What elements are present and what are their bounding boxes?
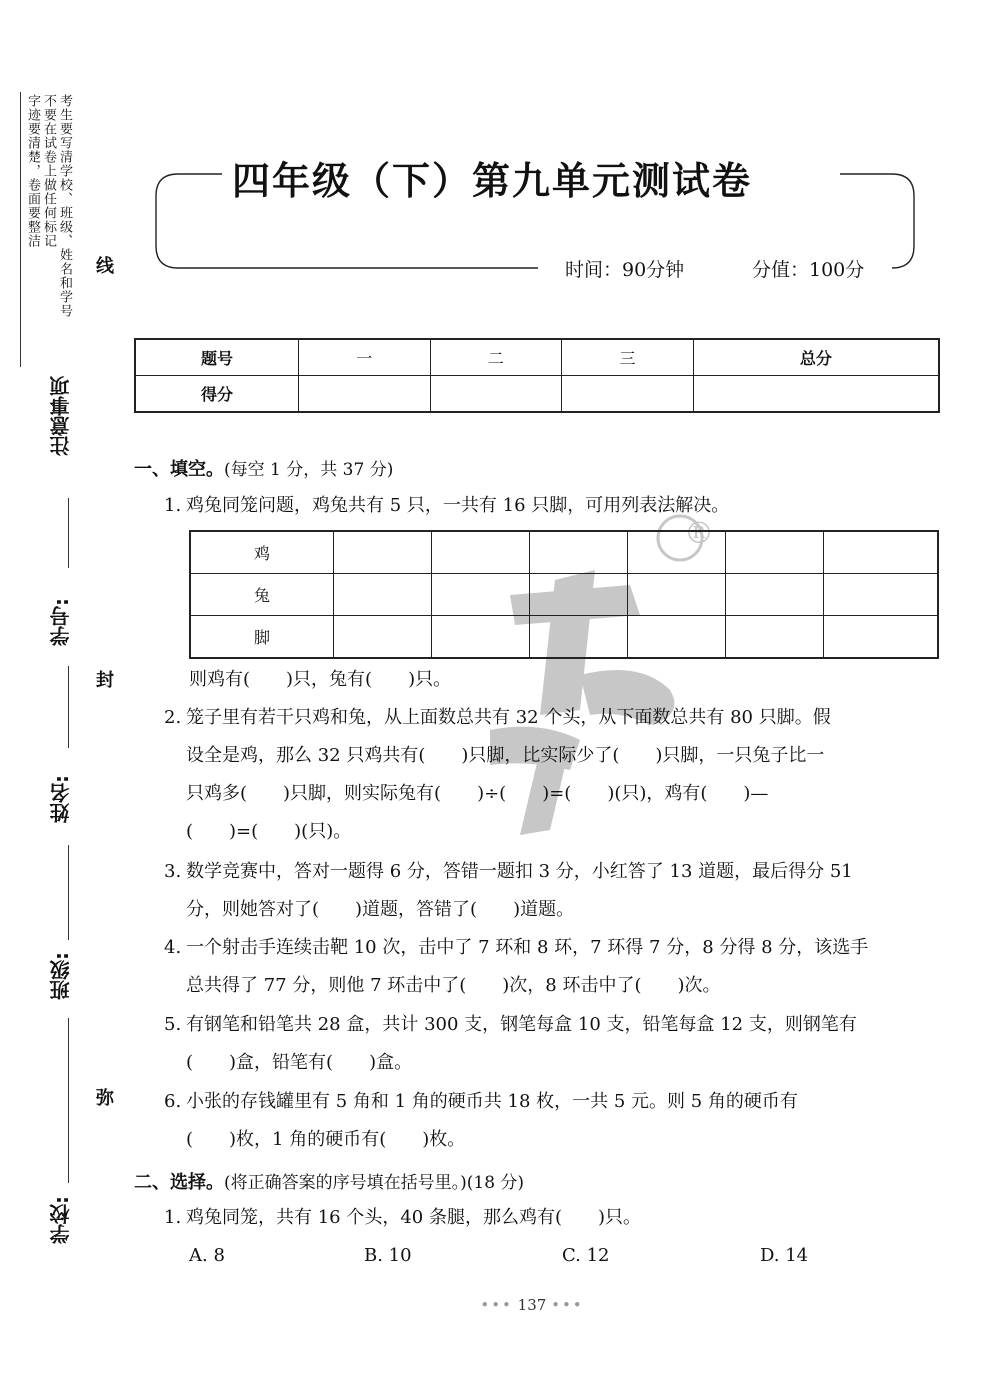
question-line: 只鸡多( )只脚，则实际兔有( )÷( )=( )(只)，鸡有( )— <box>186 783 769 804</box>
answer-cell[interactable] <box>530 531 628 574</box>
question-number: 3. <box>164 861 182 882</box>
question-line: 小张的存钱罐里有 5 角和 1 角的硬币共 18 枚，一共 5 元。则 5 角的硬币有 <box>186 1091 798 1112</box>
question-line: ( )盒，铅笔有( )盒。 <box>186 1052 413 1073</box>
question-line: 一个射击手连续击靶 10 次，击中了 7 环和 8 环，7 环得 7 分，8 分得 8 分，该选手 <box>186 937 869 958</box>
table-cell: 总分 <box>693 339 939 376</box>
score-input-cell[interactable] <box>299 376 431 413</box>
question-line: ( )=( )(只)。 <box>186 821 352 842</box>
question-text: 鸡兔同笼问题，鸡兔共有 5 只，一共有 16 只脚，可用列表法解决。 <box>186 495 730 516</box>
chicken-rabbit-table <box>189 530 939 659</box>
question-line: 分，则她答对了( )道题，答错了( )道题。 <box>186 899 575 920</box>
question-text: 鸡兔同笼，共有 16 个头，40 条腿，那么鸡有( )只。 <box>186 1207 642 1228</box>
table-row <box>135 376 939 413</box>
score-input-cell[interactable] <box>693 376 939 413</box>
answer-cell[interactable] <box>726 616 824 659</box>
question-number: 4. <box>164 937 182 958</box>
registered-mark: ® <box>684 516 714 551</box>
answer-cell[interactable] <box>628 616 726 659</box>
name-label: 姓名: <box>49 775 73 823</box>
answer-cell[interactable] <box>530 616 628 659</box>
question-line: 笼子里有若干只鸡和兔，从上面数总共有 32 个头，从下面数总共有 80 只脚。假 <box>186 707 831 728</box>
school-line <box>68 1018 69 1183</box>
page-title: 四年级（下）第九单元测试卷 <box>232 159 753 203</box>
question-1-answer: 则鸡有( )只，兔有( )只。 <box>189 669 452 690</box>
table-cell: 题号 <box>135 339 299 376</box>
row-label: 鸡 <box>190 531 334 574</box>
exam-score: 分值：100分 <box>752 259 865 281</box>
question-3 <box>164 853 853 929</box>
class-label: 班级: <box>49 952 73 1000</box>
row-label: 兔 <box>190 574 334 616</box>
table-row <box>190 574 938 616</box>
option-b[interactable]: B. 10 <box>364 1245 412 1266</box>
answer-cell[interactable] <box>824 531 938 574</box>
section-2-note: (将正确答案的序号填在括号里。)(18 分) <box>224 1173 525 1193</box>
question-4 <box>164 929 868 1005</box>
question-5 <box>164 1006 857 1082</box>
answer-cell[interactable] <box>334 531 432 574</box>
question-number: 2. <box>164 707 182 728</box>
section-2-title: 二、选择。 <box>134 1172 224 1193</box>
option-c[interactable]: C. 12 <box>562 1245 610 1266</box>
table-row <box>190 531 938 574</box>
notes-divider <box>20 92 21 367</box>
answer-cell[interactable] <box>824 616 938 659</box>
answer-cell[interactable] <box>824 574 938 616</box>
answer-cell[interactable] <box>432 531 530 574</box>
answer-cell[interactable] <box>726 531 824 574</box>
school-label: 学校: <box>49 1196 73 1244</box>
section-1-title: 一、填空。 <box>134 459 224 480</box>
dots-decoration: ••• <box>480 1296 513 1314</box>
question-number: 5. <box>164 1014 182 1035</box>
question-line: ( )枚，1 角的硬币有( )枚。 <box>186 1129 466 1150</box>
margin-note: 不要在试卷上做任何标记 <box>41 94 56 248</box>
question-2 <box>164 699 831 851</box>
question-number: 1. <box>164 495 182 516</box>
table-row <box>190 616 938 659</box>
answer-cell[interactable] <box>334 616 432 659</box>
page-number: 137 <box>517 1296 547 1314</box>
cut-mark-binding: 弥 <box>96 1088 114 1109</box>
student-id-line <box>68 498 69 568</box>
table-row <box>135 339 939 376</box>
score-input-cell[interactable] <box>430 376 562 413</box>
dots-decoration: ••• <box>551 1296 584 1314</box>
name-line <box>68 666 69 748</box>
table-cell: 三 <box>562 339 694 376</box>
question-line: 数学竞赛中，答对一题得 6 分，答错一题扣 3 分，小红答了 13 道题，最后得分 51 <box>186 861 853 882</box>
question-line: 总共得了 77 分，则他 7 环击中了( )次，8 环击中了( )次。 <box>186 975 721 996</box>
page-number-footer <box>472 1296 592 1314</box>
question-1 <box>164 487 729 525</box>
table-cell: 一 <box>299 339 431 376</box>
question-6 <box>164 1083 798 1159</box>
section-1-heading <box>134 455 393 481</box>
notes-title: 注意事项 <box>49 376 73 456</box>
answer-cell[interactable] <box>628 574 726 616</box>
answer-cell[interactable] <box>334 574 432 616</box>
exam-time: 时间：90分钟 <box>565 259 685 281</box>
question-number: 1. <box>164 1207 182 1228</box>
margin-notes <box>24 94 72 394</box>
table-cell: 二 <box>430 339 562 376</box>
row-label: 脚 <box>190 616 334 659</box>
answer-cell[interactable] <box>628 531 726 574</box>
cut-mark-line: 线 <box>96 256 114 277</box>
cut-mark-seal: 封 <box>96 670 114 691</box>
score-input-cell[interactable] <box>562 376 694 413</box>
choice-question-1 <box>164 1199 641 1237</box>
section-1-note: (每空 1 分，共 37 分) <box>224 460 394 480</box>
question-line: 设全是鸡，那么 32 只鸡共有( )只脚，比实际少了( )只脚，一只兔子比一 <box>186 745 825 766</box>
margin-note: 字迹要清楚，卷面要整洁 <box>25 94 40 248</box>
score-table <box>134 338 940 413</box>
question-line: 有钢笔和铅笔共 28 盒，共计 300 支，钢笔每盒 10 支，铅笔每盒 12 支，则钢笔有 <box>186 1014 857 1035</box>
section-2-heading <box>134 1168 524 1194</box>
answer-cell[interactable] <box>726 574 824 616</box>
question-number: 6. <box>164 1091 182 1112</box>
student-id-label: 学号: <box>49 598 73 646</box>
table-cell: 得分 <box>135 376 299 413</box>
answer-cell[interactable] <box>432 616 530 659</box>
margin-note: 考生要写清学校、班级、姓名和学号 <box>57 94 72 318</box>
option-d[interactable]: D. 14 <box>760 1245 809 1266</box>
class-line <box>68 845 69 940</box>
answer-cell[interactable] <box>530 574 628 616</box>
answer-cell[interactable] <box>432 574 530 616</box>
option-a[interactable]: A. 8 <box>189 1245 225 1266</box>
